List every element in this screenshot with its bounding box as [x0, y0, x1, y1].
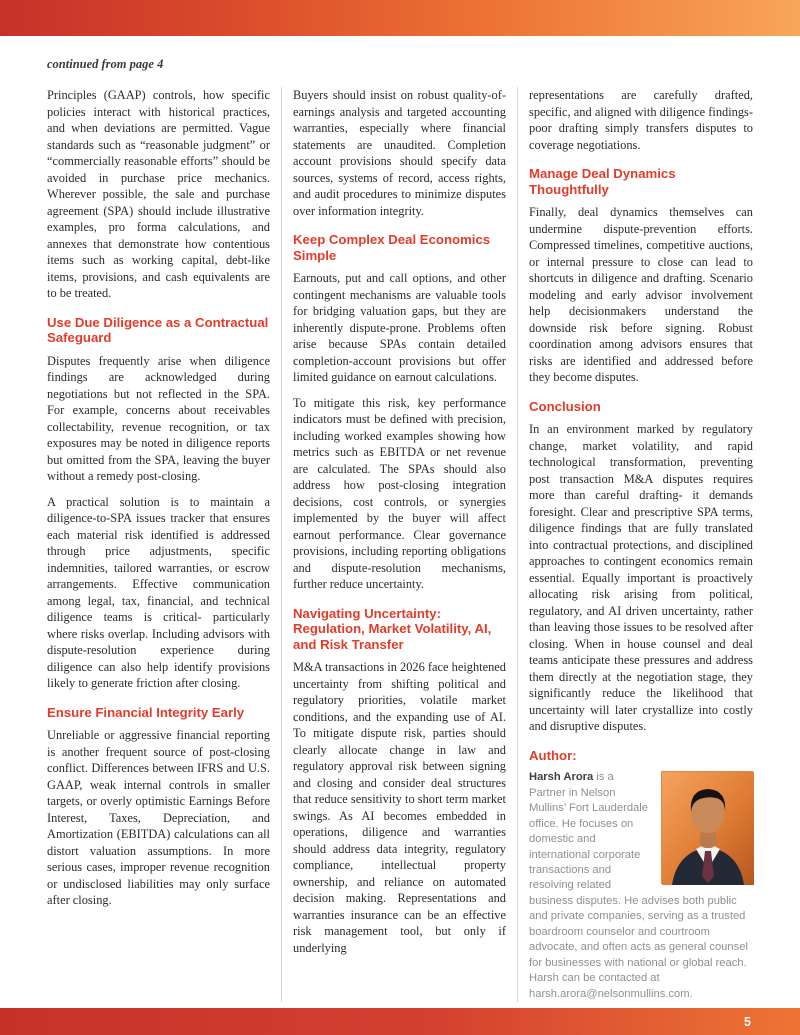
paragraph: To mitigate this risk, key performance indicators must be defined with precision, including worked examples showing how metrics such as EBITDA or net revenue are calculated. The SPAs should also address how post-closing integration decisions, cost controls, or synergies implemented by the buyer will affect earnout performance. Clear governance provisions, including reporting obligations and dispute-resolution mechanisms, further reduce uncertainty.	[293, 395, 506, 592]
page-content	[47, 36, 753, 1002]
column-1	[47, 87, 282, 1002]
author-heading: Author:	[529, 747, 577, 763]
column-2	[282, 87, 518, 1002]
portrait-illustration	[662, 772, 754, 885]
author-bio	[529, 770, 753, 1002]
article-columns	[47, 87, 753, 1002]
paragraph: A practical solution is to maintain a diligence-to-SPA issues tracker that ensures each material risk identified is addressed through price adjustments, specific indemnities, tailored warranties, or escrow arrangements. Effective communication among legal, tax, financial, and technical diligence teams is critical- particularly where risks overlap. Including advisors with dispute-resolution experience during diligence can also help identify provisions likely to generate friction after closing.	[47, 494, 270, 691]
paragraph: Finally, deal dynamics themselves can undermine dispute-prevention efforts. Compressed timelines, competitive auctions, or internal pressure to close can lead to shortcuts in diligence and drafting. Scenario modeling and early advisor involvement help decisionmakers understand the downside risk before signing. Robust coordination among advisors ensures that risks are identified and addressed before they become disputes.	[529, 205, 753, 385]
bottom-accent-bar	[0, 1008, 800, 1035]
paragraph: Buyers should insist on robust quality-of-earnings analysis and targeted accounting warranties, especially where financial statements are unaudited. Completion account provisions should specify data sources, systems of record, access rights, and audit procedures to minimize disputes over information integrity.	[293, 88, 506, 218]
paragraph: Disputes frequently arise when diligence findings are acknowledged during negotiations but not reflected in the SPA. For example, concerns about receivables collectability, revenue recognition, or tax exposures may be noted in diligence reports but omitted from the SPA, leaving the buyer without a remedy post-closing.	[47, 353, 270, 484]
author-bio-text: is a Partner in Nelson Mullins’ Fort Lauderdale office. He focuses on domestic and international corporate transactions and resolving related business disputes. He advises both public and private companies, serving as a trusted boardroom counselor and courtroom advocate, and often acts as general counsel for businesses with national or global reach. Harsh can be contacted at harsh.arora@nelsonmullins.com.	[529, 771, 748, 1000]
paragraph: Principles (GAAP) controls, how specific policies interact with historical practices, and when deviations are permitted. Vague standards such as “reasonable judgment” or “commercially reasonable efforts” should be avoided in purchase price mechanics. Wherever possible, the sale and purchase agreement (SPA) should include illustrative examples, pro forma calculations, and annexes that demonstrate how contentious items such as working capital, debt-like items, provisions, and cash equivalents are to be treated.	[47, 88, 270, 300]
paragraph: In an environment marked by regulatory change, market volatility, and rapid technological transformation, preventing post transaction M&A disputes requires more than careful drafting- it demands foresight. Clear and prescriptive SPA terms, diligence findings that are fully translated into contractual protections, and disciplined approaches to contingent economics remain essential. Equally important is proactively allocating risk arising from political, regulatory, and AI driven uncertainty, rather than leaving those issues to be resolved after closing. When in house counsel and deal teams anticipate these pressures and address them directly at the negotiation stage, they significantly reduce the likelihood that uncertainty will later crystallize into costly and disruptive disputes.	[529, 422, 753, 734]
section-heading-deal-dynamics: Manage Deal Dynamics Thoughtfully	[529, 166, 676, 197]
column-3	[518, 87, 753, 1002]
paragraph: M&A transactions in 2026 face heightened uncertainty from shifting political and regulatory priorities, volatile market conditions, and the expanding use of AI. To mitigate dispute risk, parties should clearly allocate change in law and regulatory approval risk between signing and closing and consider deal structures that reduce sensitivity to short term market swings. As AI becomes embedded in operations, diligence and warranties should address data integrity, regulatory compliance, intellectual property ownership, and reliance on automated decision making. Representations and warranties insurance can be an effective risk management tool, but only if underlying	[293, 660, 506, 955]
section-heading-conclusion: Conclusion	[529, 398, 601, 414]
author-section	[529, 748, 753, 1002]
section-heading-due-diligence: Use Due Diligence as a Contractual Safeguard	[47, 314, 269, 346]
top-accent-bar	[0, 0, 800, 36]
section-heading-financial-integrity: Ensure Financial Integrity Early	[47, 704, 245, 720]
section-heading-deal-economics: Keep Complex Deal Economics Simple	[293, 232, 491, 263]
page-number: 5	[744, 1014, 751, 1029]
paragraph: Earnouts, put and call options, and other contingent mechanisms are valuable tools for bridging valuation gaps, but they are inherently dispute-prone. Problems often arise because SPAs contain detailed completion-account provisions but offer limited guidance on earnout calculations.	[293, 271, 506, 385]
paragraph: representations are carefully drafted, specific, and aligned with diligence findings- poor drafting simply transfers disputes to coverage negotiations.	[529, 88, 753, 152]
continued-from-note: continued from page 4	[47, 57, 164, 71]
section-heading-navigating-uncertainty: Navigating Uncertainty: Regulation, Market Volatility, AI, and Risk Transfer	[293, 605, 492, 652]
paragraph: Unreliable or aggressive financial reporting is another frequent source of post-closing conflict. Differences between IFRS and U.S. GAAP, weak internal controls in smaller targets, or overly optimistic Earnings Before Interest, Taxes, Depreciation, and Amortization (EBITDA) calculations can all distort valuation assumptions. In more serious cases, improper revenue recognition or undisclosed liabilities may only surface after closing.	[47, 728, 270, 908]
author-name: Harsh Arora	[529, 771, 594, 784]
author-photo	[661, 771, 753, 884]
